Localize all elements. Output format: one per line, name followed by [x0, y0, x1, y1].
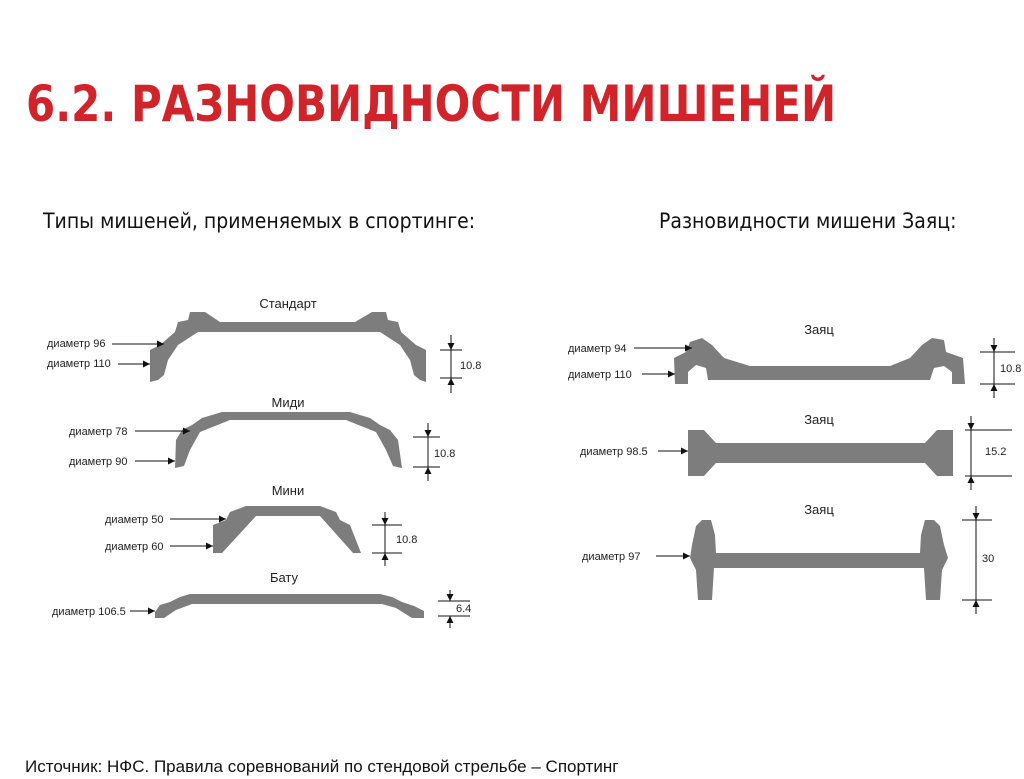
target-battue-profile	[155, 594, 424, 618]
height-label: 10.8	[460, 360, 482, 372]
target-name: Заяц	[804, 502, 834, 517]
target-battue	[52, 570, 471, 628]
target-rabbit-2-profile	[688, 430, 953, 476]
diameter-label: диаметр 97	[582, 551, 641, 563]
diameter-label: диаметр 60	[105, 541, 164, 553]
diameter-label: диаметр 110	[47, 358, 111, 370]
target-name: Миди	[271, 395, 305, 410]
target-midi	[69, 395, 455, 481]
diameter-label: диаметр 50	[105, 514, 164, 526]
target-mini-profile	[213, 506, 361, 553]
target-rabbit-3	[582, 502, 994, 614]
target-rabbit-1-profile	[674, 338, 965, 384]
diameter-label: диаметр 90	[69, 456, 128, 468]
right-heading: Разновидности мишени Заяц:	[659, 209, 957, 233]
height-label: 10.8	[1000, 363, 1022, 375]
target-name: Стандарт	[259, 296, 317, 311]
target-mini	[105, 483, 417, 566]
left-heading: Типы мишеней, применяемых в спортинге:	[43, 209, 476, 233]
target-name: Заяц	[804, 322, 834, 337]
target-rabbit-1	[568, 322, 1021, 398]
target-name: Бату	[269, 570, 299, 585]
diameter-label: диаметр 94	[568, 343, 627, 355]
target-midi-profile	[175, 412, 402, 468]
target-name: Мини	[271, 483, 305, 498]
height-label: 6.4	[456, 603, 472, 615]
target-standard	[47, 296, 481, 393]
target-name: Заяц	[804, 412, 834, 427]
source-note: Источник: НФС. Правила соревнований по стендовой стрельбе – Спортинг	[25, 757, 619, 776]
height-label: 15.2	[985, 446, 1007, 458]
height-label: 10.8	[396, 534, 418, 546]
height-label: 10.8	[434, 448, 456, 460]
target-standard-profile	[150, 312, 426, 382]
page-title: 6.2. РАЗНОВИДНОСТИ МИШЕНЕЙ	[26, 75, 837, 133]
diameter-label: диаметр 106.5	[52, 606, 126, 618]
diameter-label: диаметр 110	[568, 369, 632, 381]
target-rabbit-2	[580, 412, 1012, 490]
diameter-label: диаметр 98.5	[580, 446, 648, 458]
diameter-label: диаметр 96	[47, 338, 106, 350]
target-rabbit-3-profile	[690, 520, 948, 600]
diameter-label: диаметр 78	[69, 426, 128, 438]
height-label: 30	[982, 553, 995, 565]
